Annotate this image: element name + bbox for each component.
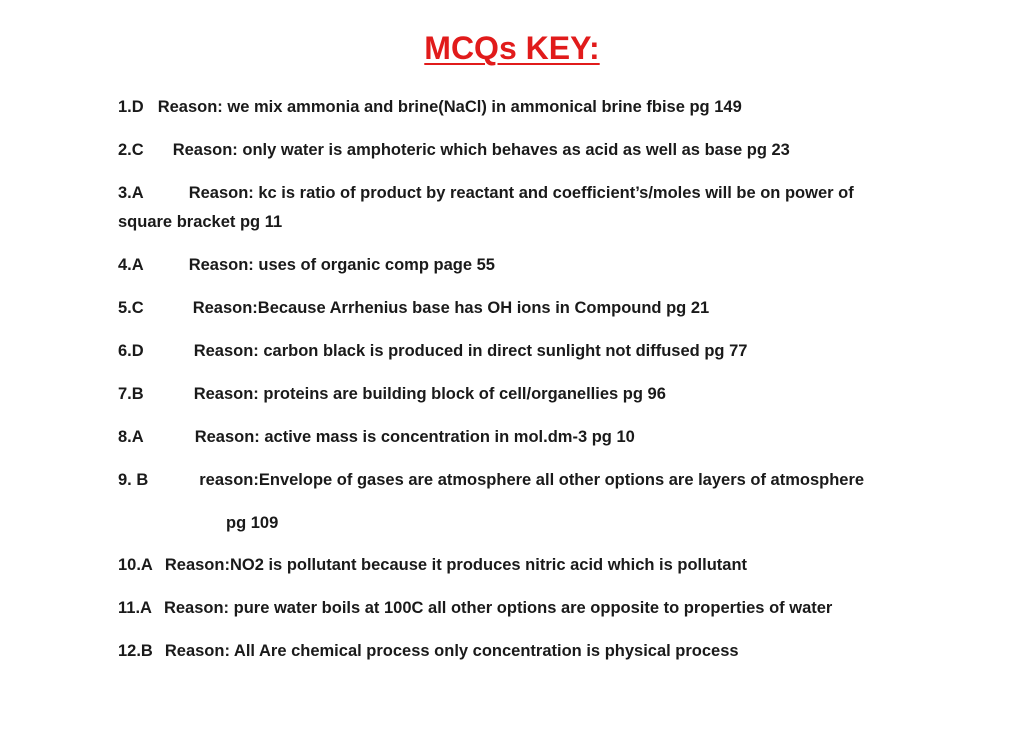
answer-reason: Reason: carbon black is produced in direct sunlight not diffused pg 77	[193, 342, 748, 360]
answer-reason: Reason: we mix ammonia and brine(NaCl) in ammonical brine fbise pg 149	[157, 98, 742, 116]
answer-item-8	[118, 423, 635, 452]
answer-item-2	[118, 136, 790, 165]
answer-item-4	[118, 251, 495, 280]
answer-reason: Reason: pure water boils at 100C all other options are opposite to properties of water	[163, 599, 833, 617]
answer-number: 8.A	[118, 428, 144, 446]
answer-number: 10.A	[118, 556, 153, 574]
answer-reason: Reason: active mass is concentration in mol.dm-3 pg 10	[194, 428, 635, 446]
answer-number: 12.B	[118, 642, 153, 660]
answer-reason: Reason:NO2 is pollutant because it produces nitric acid which is pollutant	[164, 556, 748, 574]
answer-number: 9. B	[118, 471, 149, 489]
answer-reason-continuation: square bracket pg 11	[118, 213, 283, 231]
answer-reason-continuation: pg 109	[226, 514, 279, 532]
answer-item-3	[118, 179, 854, 208]
answer-reason: reason:Envelope of gases are atmosphere all other options are layers of atmosphere	[199, 471, 865, 489]
answer-number: 3.A	[118, 184, 144, 202]
answer-reason: Reason: proteins are building block of cell/organellies pg 96	[193, 385, 666, 403]
answer-item-10	[118, 551, 747, 580]
answer-number: 11.A	[118, 599, 152, 617]
answer-item-9	[118, 466, 864, 495]
answer-reason: Reason: All Are chemical process only concentration is physical process	[164, 642, 739, 660]
answer-item-12	[118, 637, 739, 666]
answer-item-5	[118, 294, 709, 323]
answer-item-6	[118, 337, 747, 366]
page-title: MCQs KEY:	[424, 30, 600, 66]
answer-reason: Reason:Because Arrhenius base has OH ions in Compound pg 21	[192, 299, 710, 317]
answer-number: 5.C	[118, 299, 144, 317]
answer-reason: Reason: only water is amphoteric which behaves as acid as well as base pg 23	[172, 141, 790, 159]
answer-number: 6.D	[118, 342, 144, 360]
answer-item-11	[118, 594, 832, 623]
answer-number: 1.D	[118, 98, 144, 116]
answer-number: 2.C	[118, 141, 144, 159]
answer-reason: Reason: uses of organic comp page 55	[188, 256, 495, 274]
answer-number: 4.A	[118, 256, 144, 274]
answer-item-1	[118, 93, 742, 122]
answer-reason: Reason: kc is ratio of product by reactant and coefficient’s/moles will be on power of	[188, 184, 854, 202]
answer-item-7	[118, 380, 666, 409]
answer-number: 7.B	[118, 385, 144, 403]
